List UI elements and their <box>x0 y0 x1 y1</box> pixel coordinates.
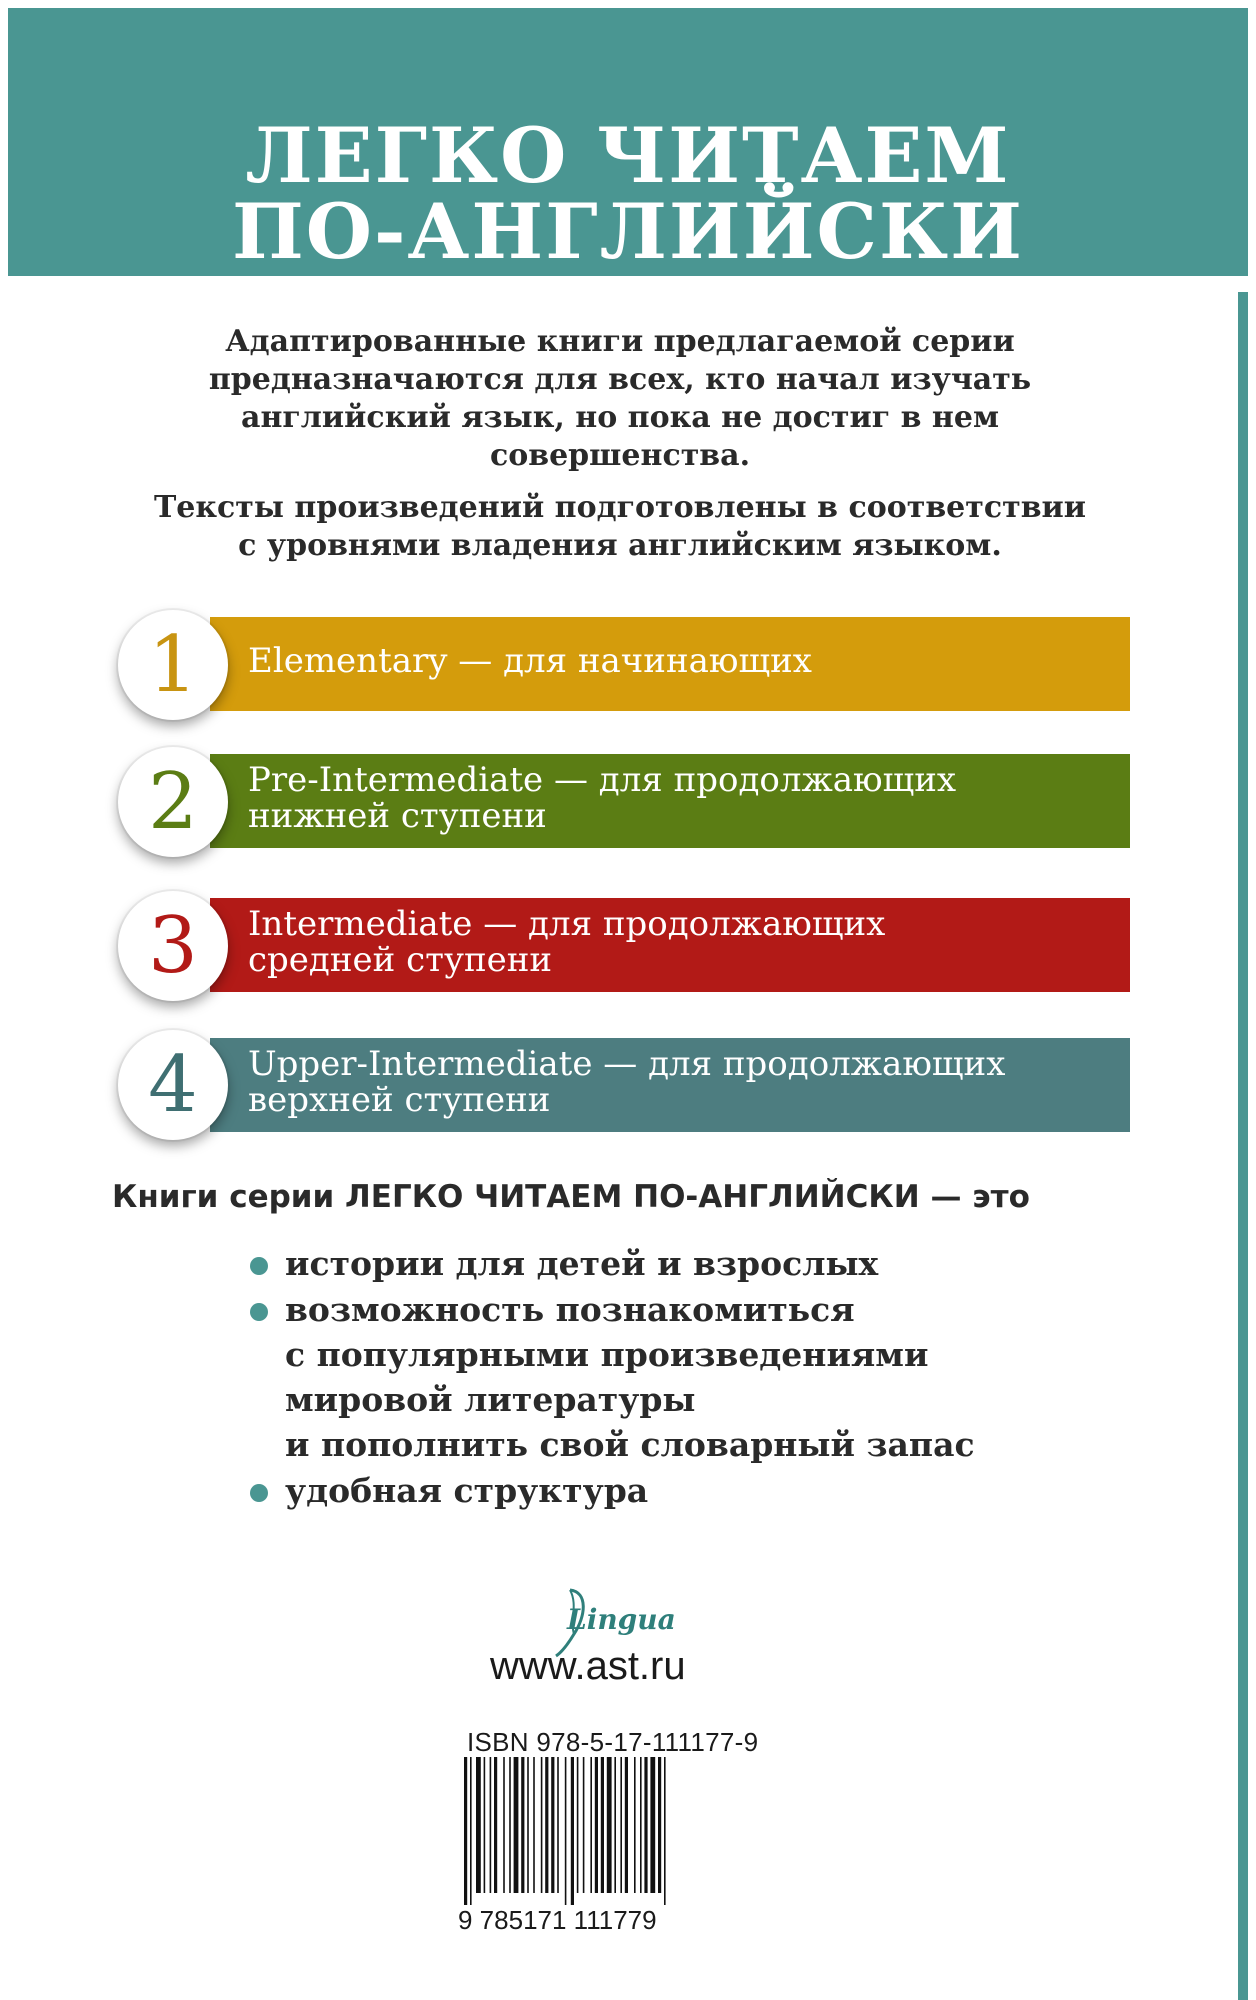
barcode-bar <box>470 1757 472 1905</box>
intro-line: совершенства. <box>489 438 751 473</box>
barcode-bar <box>658 1757 661 1893</box>
series-description-line: Книги серии ЛЕГКО ЧИТАЕМ ПО-АНГЛИЙСКИ — это <box>112 1179 1030 1215</box>
barcode-bar <box>490 1757 492 1893</box>
barcode-bar <box>545 1757 548 1893</box>
barcode-bar <box>514 1757 519 1893</box>
barcode-bar <box>620 1757 622 1893</box>
intro-paragraph-1 <box>120 323 1120 475</box>
barcode-bar <box>503 1757 505 1893</box>
barcode-bar <box>571 1757 574 1905</box>
series-title-line1: ЛЕГКО ЧИТАЕМ <box>245 111 1011 200</box>
barcode-bar <box>557 1757 559 1893</box>
level-3-number-badge: 3 <box>118 891 228 1001</box>
barcode-bar <box>664 1757 666 1905</box>
bullet-dot-icon <box>250 1484 268 1502</box>
level-2-band <box>210 754 1130 848</box>
cover-header-banner <box>8 8 1248 276</box>
barcode-bar <box>625 1757 628 1893</box>
barcode-bar <box>464 1757 467 1905</box>
barcode-bar <box>509 1757 511 1893</box>
bullet-item-continuation: мировой литературы <box>285 1380 696 1419</box>
intro-line: английский язык, но пока не достиг в нем <box>241 400 999 435</box>
publisher-url: www.ast.ru <box>490 1644 686 1688</box>
bullet-item: истории для детей и взрослых <box>285 1244 879 1283</box>
barcode-bar <box>565 1757 567 1905</box>
barcode-bar <box>601 1757 604 1893</box>
level-4-number-badge: 4 <box>118 1030 228 1140</box>
bullet-item: удобная структура <box>285 1471 649 1510</box>
publisher-logo-text: Lingua <box>567 1603 676 1636</box>
barcode-bar <box>614 1757 616 1893</box>
intro-line: Тексты произведений подготовлены в соответствии <box>153 490 1087 525</box>
barcode-bar <box>494 1757 497 1893</box>
intro-line: Адаптированные книги предлагаемой серии <box>225 324 1015 359</box>
level-2-label-line1: Pre-Intermediate — для продолжающих <box>248 760 957 800</box>
barcode-bar <box>634 1757 636 1893</box>
level-3-label-line2: средней ступени <box>248 940 553 980</box>
barcode-bar <box>551 1757 554 1893</box>
barcode-bar <box>527 1757 529 1893</box>
barcode-bar <box>476 1757 481 1893</box>
barcode-bar <box>583 1757 585 1893</box>
series-title-line2: ПО-АНГЛИЙСКИ <box>232 187 1024 276</box>
barcode-bar <box>521 1757 524 1893</box>
level-2-label-line2: нижней ступени <box>248 796 547 836</box>
bullet-item-continuation: с популярными произведениями <box>285 1335 929 1374</box>
level-4-label-line1: Upper-Intermediate — для продолжающих <box>248 1044 1006 1084</box>
bullet-item: возможность познакомиться <box>285 1290 855 1329</box>
barcode-bar <box>640 1757 642 1893</box>
barcode-bar <box>644 1757 647 1893</box>
barcode-bar <box>607 1757 612 1893</box>
level-3-label-line1: Intermediate — для продолжающих <box>248 904 886 944</box>
bullet-dot-icon <box>250 1257 268 1275</box>
level-4-band <box>210 1038 1130 1132</box>
bullet-item-continuation: и пополнить свой словарный запас <box>285 1425 975 1464</box>
barcode-bar <box>541 1757 543 1893</box>
level-2-number-badge: 2 <box>118 747 228 857</box>
barcode-bar <box>590 1757 592 1893</box>
level-1-band <box>210 617 1130 711</box>
intro-paragraph-2 <box>120 489 1120 565</box>
barcode-bar <box>533 1757 535 1893</box>
barcode-bar <box>484 1757 486 1893</box>
barcode-bar <box>595 1757 598 1893</box>
intro-line: с уровнями владения английским языком. <box>238 528 1002 563</box>
level-4-label-line2: верхней ступени <box>248 1080 551 1120</box>
barcode-bar <box>577 1757 579 1893</box>
level-1-label: Elementary — для начинающих <box>248 641 812 681</box>
barcode-bar <box>650 1757 655 1893</box>
barcode-digits: 9 785171 111779 <box>458 1905 657 1935</box>
level-1-number-badge: 1 <box>118 610 228 720</box>
level-3-band <box>210 898 1130 992</box>
bullet-dot-icon <box>250 1303 268 1321</box>
intro-line: предназначаются для всех, кто начал изучать <box>208 362 1032 397</box>
side-accent-strip <box>1238 292 1248 2000</box>
isbn-number: ISBN 978-5-17-111177-9 <box>467 1727 759 1757</box>
isbn-barcode <box>462 1757 730 1905</box>
